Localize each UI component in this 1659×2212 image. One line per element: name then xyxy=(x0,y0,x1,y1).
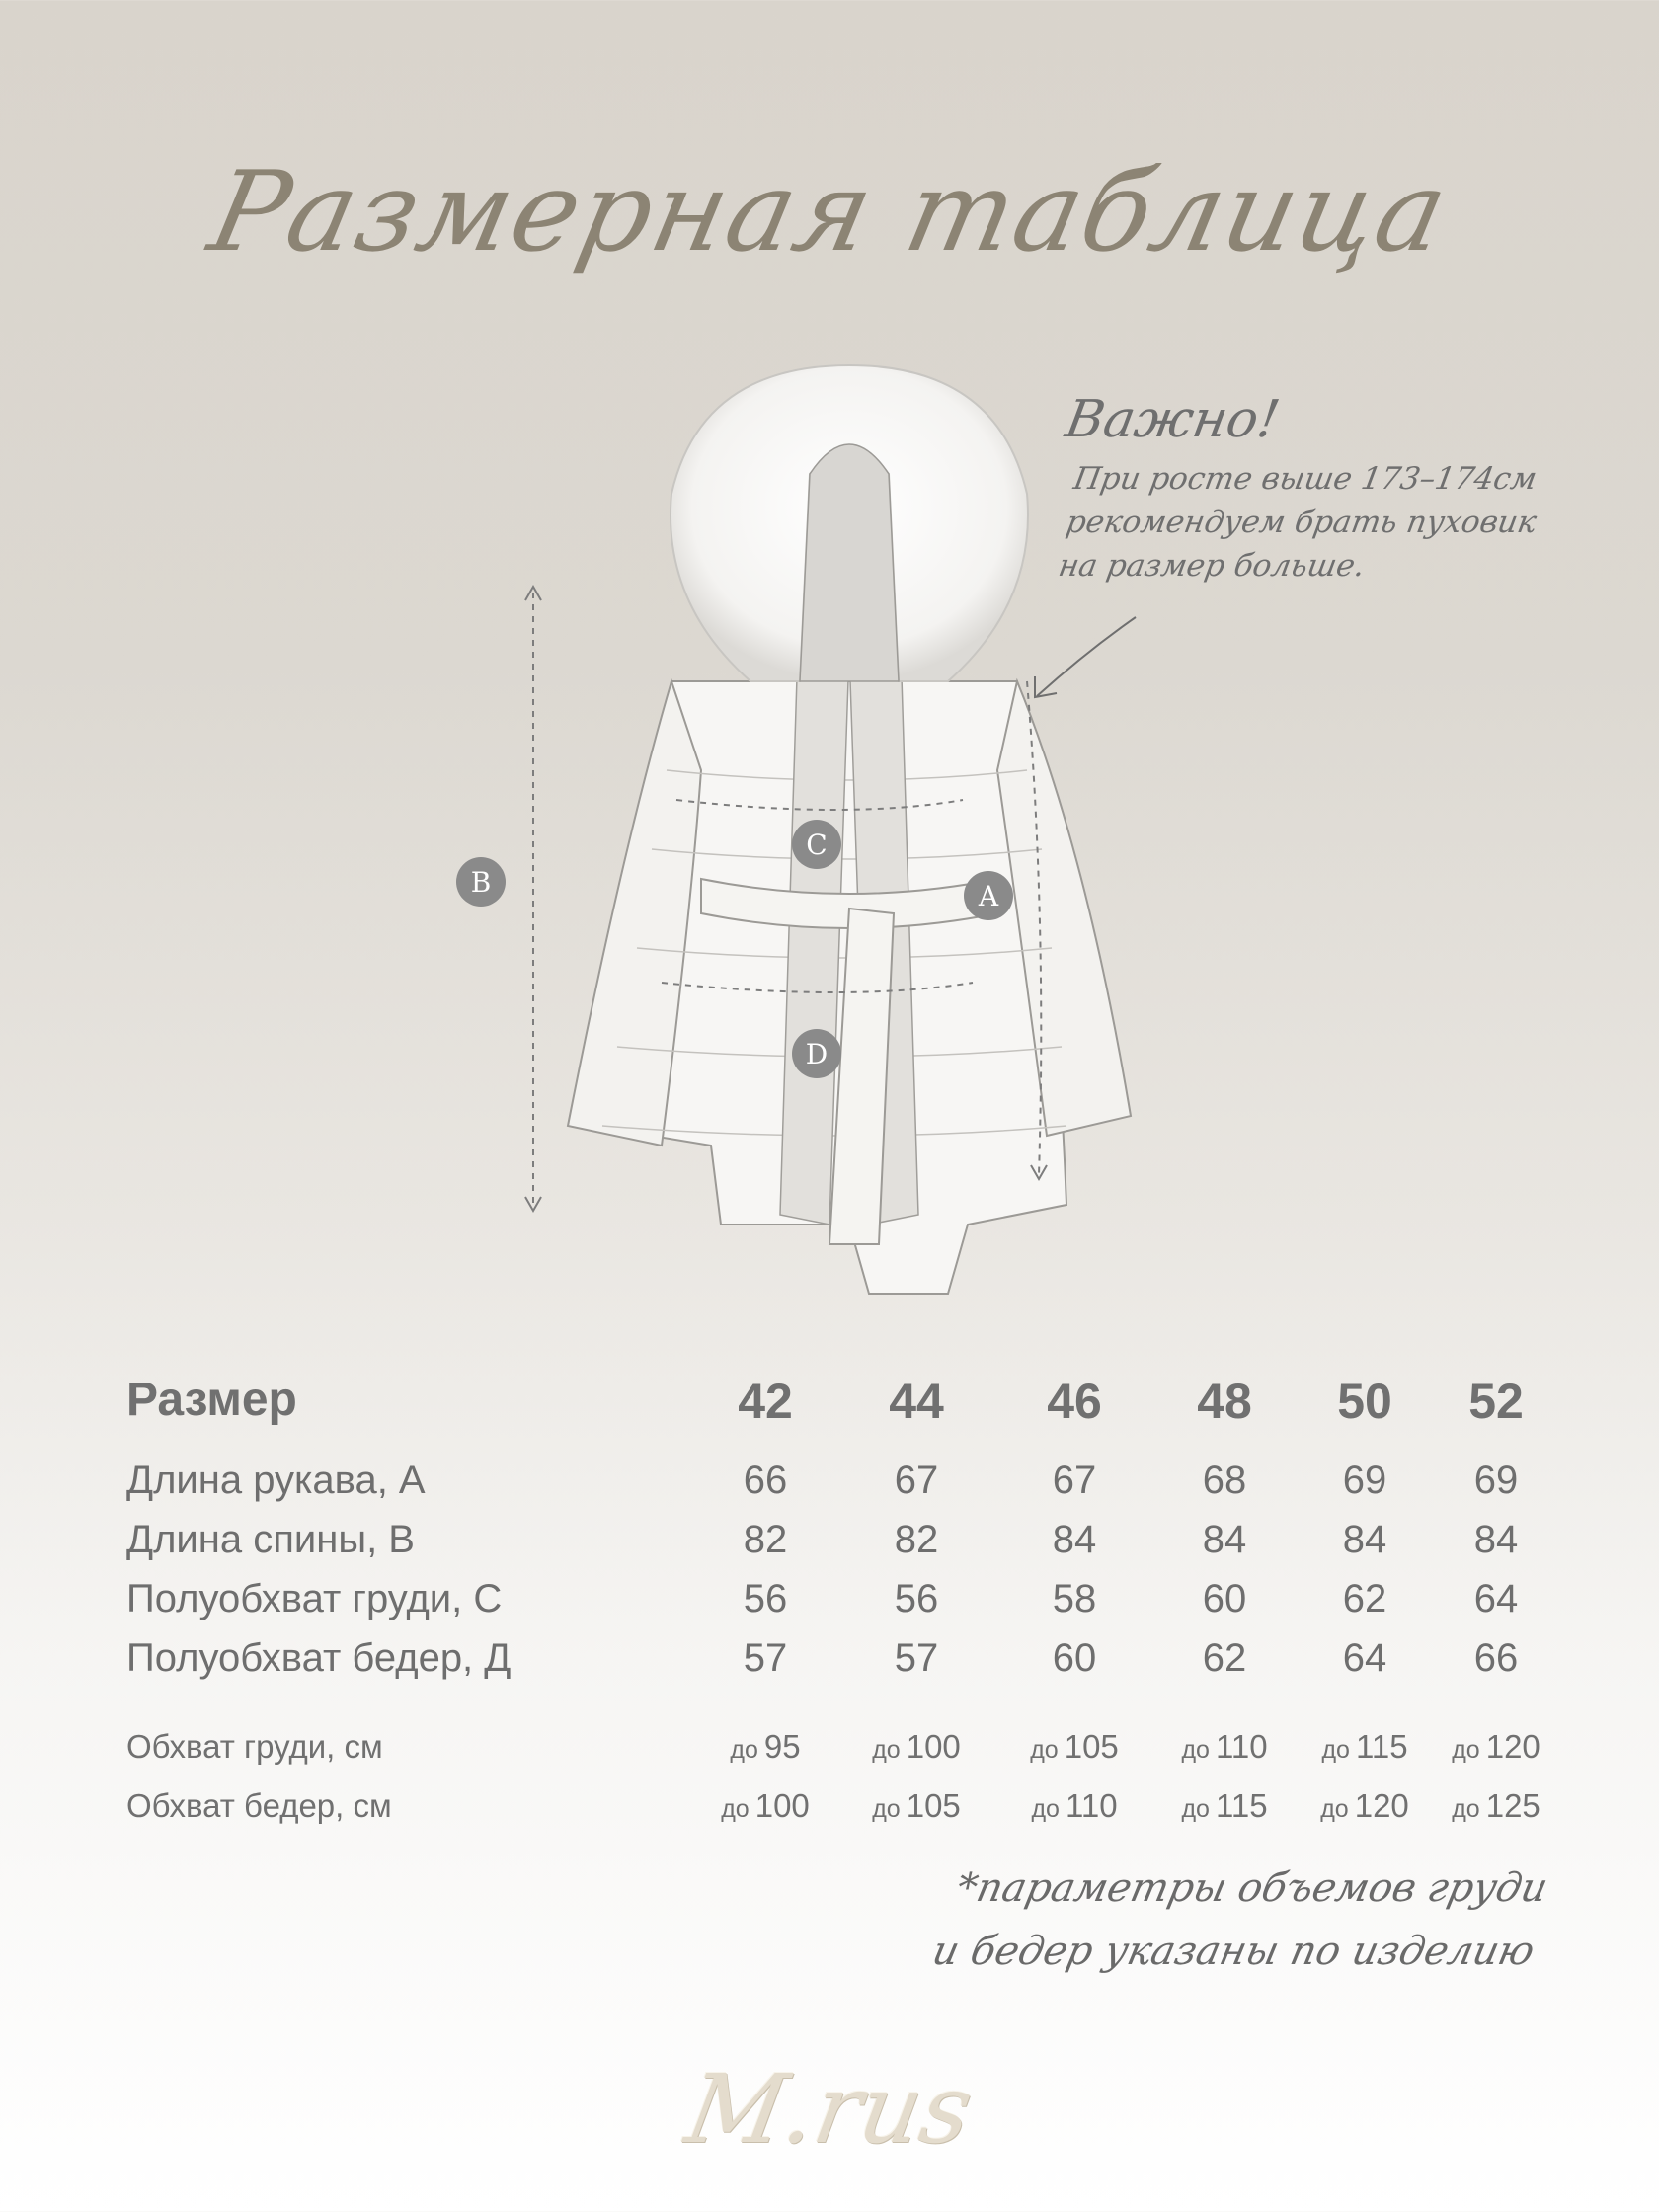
girth-prefix: до xyxy=(1031,1795,1060,1823)
marker-d-badge: D xyxy=(792,1029,841,1078)
size-cell: 48 xyxy=(1197,1374,1252,1429)
brand-logo: M.rus xyxy=(678,2054,981,2165)
girth-cell xyxy=(995,1787,1153,1825)
girth-cell xyxy=(1146,1787,1304,1825)
girth-prefix: до xyxy=(872,1795,901,1823)
table-header-row xyxy=(0,1373,1659,1432)
value-cell: 58 xyxy=(1052,1577,1097,1620)
size-cell: 50 xyxy=(1337,1374,1392,1429)
value-cell: 69 xyxy=(1473,1459,1519,1502)
girth-value: 105 xyxy=(1064,1728,1119,1765)
value-cell: 67 xyxy=(894,1459,939,1502)
value-cell: 56 xyxy=(894,1577,939,1620)
value-cell: 84 xyxy=(1342,1518,1387,1561)
table-row xyxy=(0,1577,1659,1636)
girth-value: 120 xyxy=(1485,1728,1540,1765)
sleeve-length-arrow xyxy=(1017,672,1057,1185)
value-cell: 60 xyxy=(1202,1577,1247,1620)
girth-row xyxy=(0,1787,1659,1847)
note-pointer-arrow xyxy=(1027,612,1146,701)
value-cell: 64 xyxy=(1342,1636,1387,1680)
girth-row xyxy=(0,1728,1659,1787)
note-title: Важно! xyxy=(1061,390,1285,449)
value-cell: 84 xyxy=(1473,1518,1519,1561)
row-label: Длина спины, В xyxy=(126,1518,415,1561)
footnote-line-2: и бедер указаны по изделию xyxy=(928,1929,1540,1974)
value-cell: 66 xyxy=(743,1459,788,1502)
note-body: При росте выше 173–174см рекомендуем брать пуховик на размер больше. xyxy=(1056,461,1540,584)
size-cell: 52 xyxy=(1468,1374,1524,1429)
girth-value: 120 xyxy=(1354,1787,1409,1824)
girth-value: 100 xyxy=(906,1728,961,1765)
girth-value: 115 xyxy=(1355,1728,1408,1765)
girth-prefix: до xyxy=(1181,1736,1210,1764)
girth-prefix: до xyxy=(721,1795,750,1823)
row-label: Полуобхват бедер, Д xyxy=(126,1636,512,1680)
footnote xyxy=(927,1856,1554,1983)
girth-prefix: до xyxy=(872,1736,901,1764)
size-cell: 44 xyxy=(889,1374,944,1429)
footnote-line-1: *параметры объемов груди xyxy=(952,1865,1552,1911)
value-cell: 62 xyxy=(1202,1636,1247,1680)
girth-cell xyxy=(686,1787,844,1825)
value-cell: 62 xyxy=(1342,1577,1387,1620)
girth-value: 95 xyxy=(763,1728,801,1765)
girth-cell xyxy=(995,1728,1153,1766)
marker-c-badge: C xyxy=(792,820,841,869)
girth-prefix: до xyxy=(730,1736,758,1764)
girth-cell xyxy=(1417,1787,1575,1825)
row-label: Полуобхват груди, С xyxy=(126,1577,503,1620)
girth-value: 110 xyxy=(1215,1728,1268,1765)
header-label: Размер xyxy=(126,1374,297,1426)
page-title: Размерная таблица xyxy=(199,148,1460,276)
girth-value: 125 xyxy=(1485,1787,1540,1824)
value-cell: 68 xyxy=(1202,1459,1247,1502)
value-cell: 69 xyxy=(1342,1459,1387,1502)
marker-a-badge: A xyxy=(964,871,1013,920)
girth-prefix: до xyxy=(1181,1795,1210,1823)
back-length-arrow xyxy=(514,583,553,1215)
value-cell: 57 xyxy=(743,1636,788,1680)
important-note xyxy=(1056,390,1580,588)
table-row xyxy=(0,1636,1659,1696)
table-row xyxy=(0,1459,1659,1518)
table-row xyxy=(0,1518,1659,1577)
marker-b-badge: B xyxy=(456,857,506,907)
row-label: Обхват груди, см xyxy=(126,1728,383,1765)
girth-prefix: до xyxy=(1452,1795,1480,1823)
girth-value: 110 xyxy=(1065,1787,1118,1824)
girth-value: 105 xyxy=(906,1787,961,1824)
value-cell: 82 xyxy=(743,1518,788,1561)
value-cell: 64 xyxy=(1473,1577,1519,1620)
value-cell: 67 xyxy=(1052,1459,1097,1502)
row-label: Обхват бедер, см xyxy=(126,1787,392,1824)
girth-prefix: до xyxy=(1452,1736,1480,1764)
girth-cell xyxy=(686,1728,844,1766)
row-label: Длина рукава, А xyxy=(126,1459,426,1502)
size-cell: 42 xyxy=(738,1374,793,1429)
girth-value: 100 xyxy=(754,1787,810,1824)
value-cell: 56 xyxy=(743,1577,788,1620)
value-cell: 60 xyxy=(1052,1636,1097,1680)
value-cell: 57 xyxy=(894,1636,939,1680)
value-cell: 84 xyxy=(1202,1518,1247,1561)
size-cell: 46 xyxy=(1047,1374,1102,1429)
girth-prefix: до xyxy=(1321,1736,1350,1764)
girth-cell xyxy=(837,1787,995,1825)
girth-cell xyxy=(1146,1728,1304,1766)
girth-prefix: до xyxy=(1320,1795,1349,1823)
girth-value: 115 xyxy=(1215,1787,1268,1824)
girth-prefix: до xyxy=(1030,1736,1059,1764)
value-cell: 84 xyxy=(1052,1518,1097,1561)
girth-cell xyxy=(1417,1728,1575,1766)
value-cell: 66 xyxy=(1473,1636,1519,1680)
coat-illustration xyxy=(553,356,1146,1304)
value-cell: 82 xyxy=(894,1518,939,1561)
girth-cell xyxy=(837,1728,995,1766)
